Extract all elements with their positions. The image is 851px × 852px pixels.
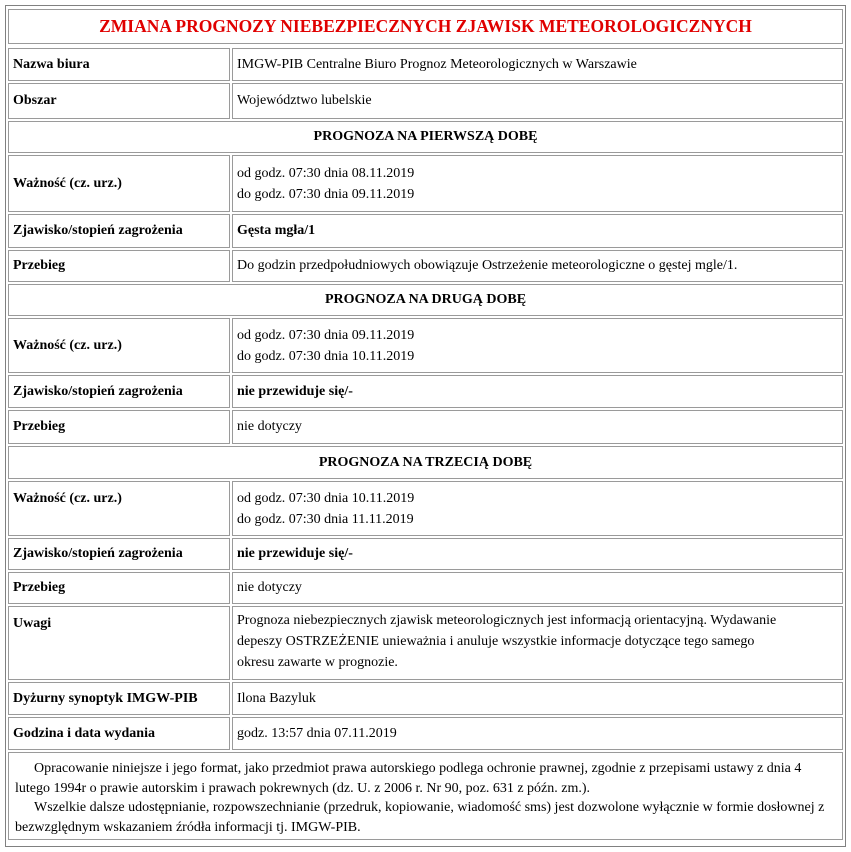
remarks-line-3: okresu zawarte w prognozie. — [237, 655, 398, 670]
remarks-line-2: depeszy OSTRZEŻENIE unieważnia i anuluje wszystkie informacje dotyczące tego samego — [237, 634, 755, 649]
day3-validity-to: do godz. 07:30 dnia 11.11.2019 — [237, 511, 414, 527]
day3-validity-label: Ważność (cz. urz.) — [8, 481, 230, 536]
day3-phenomenon-value: nie przewiduje się/- — [232, 538, 843, 570]
office-value: IMGW-PIB Centralne Biuro Prognoz Meteorologicznych w Warszawie — [232, 48, 843, 81]
day3-validity-from: od godz. 07:30 dnia 10.11.2019 — [237, 490, 415, 506]
day1-validity-from: od godz. 07:30 dnia 08.11.2019 — [237, 165, 415, 181]
remarks-line-1: Prognoza niebezpiecznych zjawisk meteorologicznych jest informacją orientacyjną. Wydawanie — [237, 613, 777, 628]
day1-heading: PROGNOZA NA PIERWSZĄ DOBĘ — [8, 121, 843, 153]
day2-heading: PROGNOZA NA DRUGĄ DOBĘ — [8, 284, 843, 316]
forecast-table — [5, 5, 846, 847]
issued-label: Godzina i data wydania — [8, 717, 230, 750]
copyright-notice — [8, 752, 843, 840]
day1-phenomenon-value: Gęsta mgła/1 — [232, 214, 843, 248]
redistribution-paragraph: Wszelkie dalsze udostępnianie, rozpowszechnianie (przedruk, kopiowanie, wiadomość sms) jest dozwolone wyłącznie w formie dosłownej z bezwzględnym wskazaniem źródła informacji tj. IMGW-PIB. — [15, 800, 825, 835]
day1-validity-value — [232, 155, 843, 212]
remarks-label: Uwagi — [8, 606, 230, 680]
issued-value: godz. 13:57 dnia 07.11.2019 — [232, 717, 843, 750]
day3-course-value: nie dotyczy — [232, 572, 843, 604]
day2-validity-value — [232, 318, 843, 373]
day2-validity-to: do godz. 07:30 dnia 10.11.2019 — [237, 348, 415, 364]
day1-phenomenon-label: Zjawisko/stopień zagrożenia — [8, 214, 230, 248]
remarks-value — [232, 606, 843, 680]
day2-validity-from: od godz. 07:30 dnia 09.11.2019 — [237, 327, 415, 343]
day2-validity-label: Ważność (cz. urz.) — [8, 318, 230, 373]
day1-course-label: Przebieg — [8, 250, 230, 282]
synoptic-value: Ilona Bazyluk — [232, 682, 843, 715]
day2-course-label: Przebieg — [8, 410, 230, 444]
day1-course-value: Do godzin przedpołudniowych obowiązuje Ostrzeżenie meteorologiczne o gęstej mgle/1. — [232, 250, 843, 282]
day2-course-value: nie dotyczy — [232, 410, 843, 444]
day3-validity-value — [232, 481, 843, 536]
office-label: Nazwa biura — [8, 48, 230, 81]
day3-phenomenon-label: Zjawisko/stopień zagrożenia — [8, 538, 230, 570]
copyright-paragraph: Opracowanie niniejsze i jego format, jako przedmiot prawa autorskiego podlega ochronie prawnej, zgodnie z przepisami ustawy z dnia 4 lutego 1994r o prawie autorskim i prawach pokrewnych (dz. U. z 2006 r. Nr 90, poz. 631 z późn. zm.). — [15, 761, 802, 796]
area-label: Obszar — [8, 83, 230, 119]
area-value: Województwo lubelskie — [232, 83, 843, 119]
day2-phenomenon-value: nie przewiduje się/- — [232, 375, 843, 408]
day2-phenomenon-label: Zjawisko/stopień zagrożenia — [8, 375, 230, 408]
day3-heading: PROGNOZA NA TRZECIĄ DOBĘ — [8, 446, 843, 479]
page-title: ZMIANA PROGNOZY NIEBEZPIECZNYCH ZJAWISK METEOROLOGICZNYCH — [8, 9, 843, 44]
day1-validity-label: Ważność (cz. urz.) — [8, 155, 230, 212]
synoptic-label: Dyżurny synoptyk IMGW-PIB — [8, 682, 230, 715]
day3-course-label: Przebieg — [8, 572, 230, 604]
day1-validity-to: do godz. 07:30 dnia 09.11.2019 — [237, 186, 415, 202]
